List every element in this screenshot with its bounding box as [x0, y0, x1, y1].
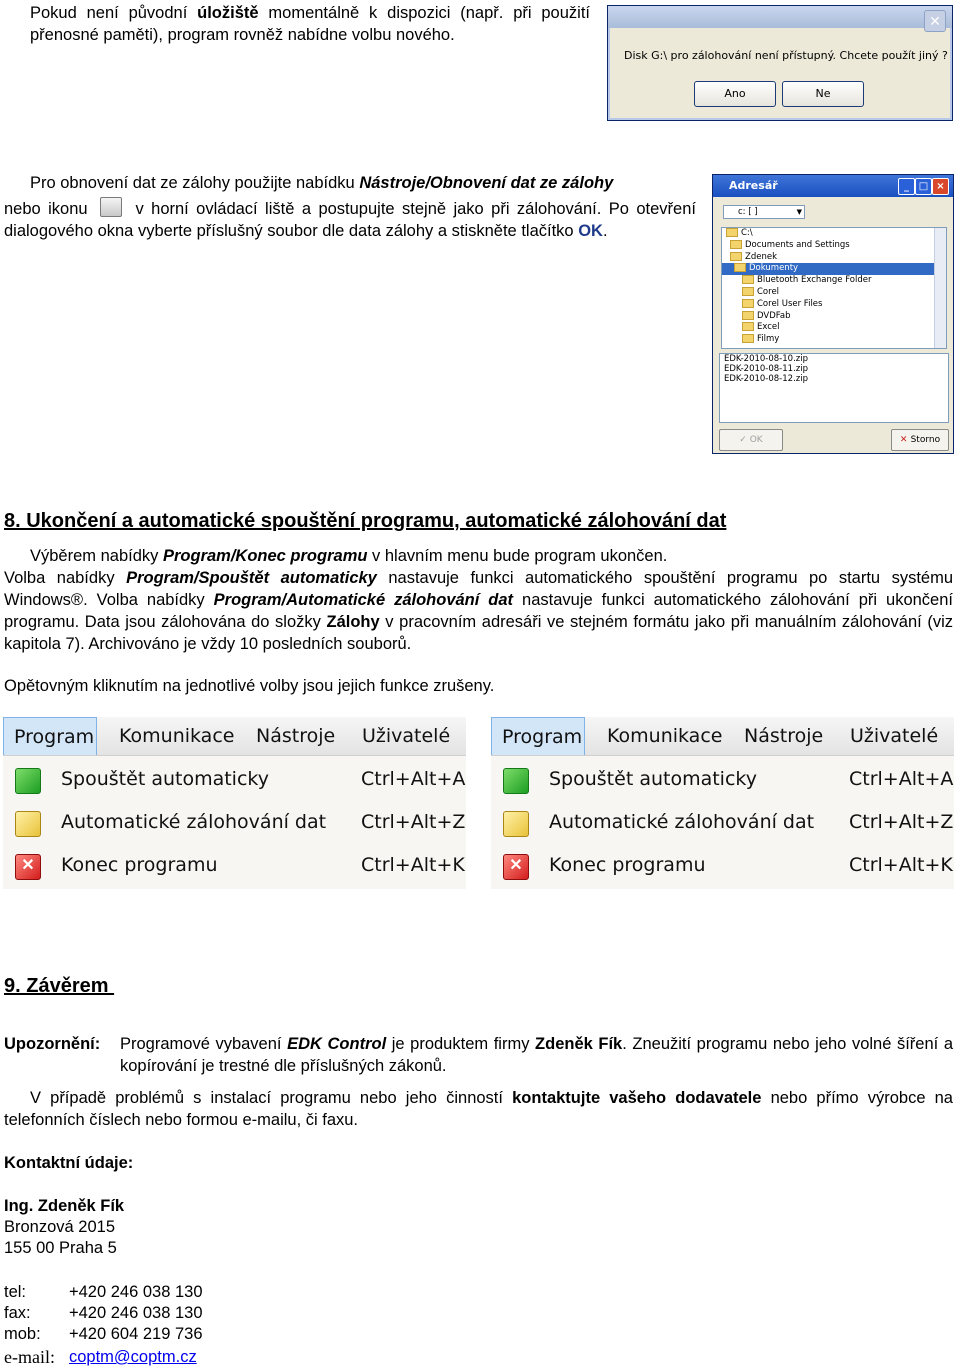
support-paragraph: V případě problémů s instalací programu nebo jeho činností kontaktujte vašeho dodavatele nebo přímo výrobce na telefonních číslech nebo formou e-mailu, či faxu.: [4, 1089, 953, 1129]
menu-item-exit[interactable]: ✕ Konec programu Ctrl+Alt+K: [3, 845, 466, 888]
email-link[interactable]: coptm@coptm.cz: [69, 1348, 197, 1366]
section-8-paragraph: Volba nabídky Program/Spouštět automaticky nastavuje funkci automatického spouštění programu po startu systému Windows®. Volba nabídky Program/Automatické zálohování dat nastavuje funkci automatického zálohování při ukončení programu. Data jsou zálohována do složky Zálohy v pracovním adresáři ve stejném formátu jako při manuálním zálohování (viz kapitola 7). Archivováno je vždy 10 posledních souborů.: [4, 569, 954, 653]
tree-item[interactable]: Zdenek: [722, 252, 946, 264]
close-icon[interactable]: ✕: [924, 10, 946, 32]
storage-term: úložiště: [197, 4, 259, 22]
menu-uzivatele[interactable]: Uživatelé: [362, 725, 451, 747]
yes-button[interactable]: Ano: [694, 81, 776, 107]
autostart-icon: [15, 768, 41, 794]
menu-komunikace[interactable]: Komunikace: [119, 725, 235, 747]
tree-item[interactable]: Excel: [722, 322, 946, 334]
menu-program[interactable]: Program: [491, 717, 585, 755]
tree-item[interactable]: Documents and Settings: [722, 240, 946, 252]
folder-icon: [742, 299, 754, 308]
contacts-label: Kontaktní údaje:: [4, 1154, 134, 1172]
fax-value: +420 246 038 130: [69, 1304, 203, 1322]
file-item[interactable]: EDK-2010-08-12.zip: [724, 374, 808, 384]
storage-paragraph: Pokud není původní úložiště momentálně k dispozici (např. při použití přenosné paměti), program rovněž nabídne volbu nového.: [30, 4, 590, 44]
tree-item[interactable]: DVDFab: [722, 311, 946, 323]
folder-icon: [742, 311, 754, 320]
ok-term: OK: [578, 222, 603, 240]
file-list[interactable]: [719, 353, 949, 423]
section-8-heading: 8. Ukončení a automatické spouštění programu, automatické zálohování dat: [4, 510, 727, 532]
storage-unavailable-dialog: [607, 5, 953, 121]
warning-text: Programové vybavení EDK Control je produktem firmy Zdeněk Fík. Zneužití programu nebo jeho volné šíření a kopírování je trestné dle příslušných zákonů.: [120, 1035, 953, 1075]
tel-label: tel:: [4, 1283, 27, 1301]
minimize-icon[interactable]: _: [898, 178, 915, 195]
address-dialog: [712, 174, 954, 454]
warning-label: Upozornění:: [4, 1035, 101, 1053]
restore-menu-path: Nástroje/Obnovení dat ze zálohy: [359, 174, 614, 192]
menu-uzivatele[interactable]: Uživatelé: [850, 725, 939, 747]
contact-city: 155 00 Praha 5: [4, 1239, 117, 1257]
cancel-button[interactable]: ✕ Storno: [891, 429, 949, 451]
backup-icon: [503, 811, 529, 837]
autostart-icon: [503, 768, 529, 794]
tree-item[interactable]: Filmy: [722, 334, 946, 346]
section-8-line-1: Výběrem nabídky Program/Konec programu v hlavním menu bude program ukončen.: [30, 547, 668, 565]
menu-program[interactable]: Program: [3, 717, 97, 755]
no-button[interactable]: Ne: [782, 81, 864, 107]
menu-nastroje[interactable]: Nástroje: [256, 725, 336, 747]
tree-item[interactable]: Corel: [722, 287, 946, 299]
menu-bar: [3, 717, 466, 756]
menu-bar: [491, 717, 954, 756]
menu-item-autobackup[interactable]: Automatické zálohování dat Ctrl+Alt+Z: [491, 802, 954, 845]
contact-street: Bronzová 2015: [4, 1218, 115, 1236]
maximize-icon[interactable]: □: [915, 178, 932, 195]
dialog-message: Disk G:\ pro zálohování není přístupný. Chcete použít jiný ?: [624, 49, 948, 62]
tree-item-selected[interactable]: Dokumenty: [722, 263, 946, 275]
menu-item-autostart[interactable]: Spouštět automaticky Ctrl+Alt+A: [491, 759, 954, 802]
scrollbar[interactable]: [934, 228, 946, 348]
program-menu-screenshot-2: [491, 717, 954, 889]
drive-select[interactable]: c: [ ] ▼: [723, 205, 805, 219]
tel-value: +420 246 038 130: [69, 1283, 203, 1301]
menu-item-autostart[interactable]: Spouštět automaticky Ctrl+Alt+A: [3, 759, 466, 802]
folder-icon: [742, 275, 754, 284]
ok-button[interactable]: ✓ OK: [719, 429, 783, 451]
email-label: e-mail:: [4, 1347, 55, 1367]
folder-icon: [742, 334, 754, 343]
mob-label: mob:: [4, 1325, 41, 1343]
mob-value: +420 604 219 736: [69, 1325, 203, 1343]
menu-item-autobackup[interactable]: Automatické zálohování dat Ctrl+Alt+Z: [3, 802, 466, 845]
close-icon: ✕: [503, 854, 529, 880]
menu-komunikace[interactable]: Komunikace: [607, 725, 723, 747]
file-item[interactable]: EDK-2010-08-10.zip: [724, 354, 808, 364]
dialog-title-bar: [608, 6, 952, 28]
folder-icon: [726, 228, 738, 237]
backup-restore-icon: [100, 197, 122, 217]
cancel-icon: ✕: [899, 435, 911, 445]
check-icon: ✓: [739, 435, 750, 445]
contact-name: Ing. Zdeněk Fík: [4, 1197, 125, 1215]
tree-item[interactable]: Bluetooth Exchange Folder: [722, 275, 946, 287]
menu-nastroje[interactable]: Nástroje: [744, 725, 824, 747]
chevron-down-icon: ▼: [796, 208, 802, 216]
restore-line-rest: nebo ikonu v horní ovládací liště a postupujte stejně jako při zálohování. Po otevření dialogového okna vyberte příslušný soubor dle data zálohy a stiskněte tlačítko OK.: [4, 197, 696, 242]
address-dialog-title: Adresář _ □ ×: [713, 175, 953, 197]
folder-icon: [730, 252, 742, 261]
fax-label: fax:: [4, 1304, 31, 1322]
tree-item[interactable]: C:\: [722, 228, 946, 240]
folder-icon: [742, 287, 754, 296]
restore-line-1: Pro obnovení dat ze zálohy použijte nabídku Nástroje/Obnovení dat ze zálohy: [30, 174, 614, 192]
tree-item[interactable]: Corel User Files: [722, 299, 946, 311]
close-icon[interactable]: ×: [932, 178, 949, 195]
folder-icon: [734, 263, 746, 272]
menu-item-exit[interactable]: ✕ Konec programu Ctrl+Alt+K: [491, 845, 954, 888]
close-icon: ✕: [15, 854, 41, 880]
folder-tree[interactable]: [721, 227, 947, 349]
file-item[interactable]: EDK-2010-08-11.zip: [724, 364, 808, 374]
folder-icon: [730, 240, 742, 249]
section-8-cancel-note: Opětovným kliknutím na jednotlivé volby jsou jejich funkce zrušeny.: [4, 677, 495, 695]
program-menu-screenshot-1: [3, 717, 466, 889]
section-9-heading: 9. Závěrem: [4, 975, 115, 997]
folder-icon: [742, 322, 754, 331]
backup-icon: [15, 811, 41, 837]
